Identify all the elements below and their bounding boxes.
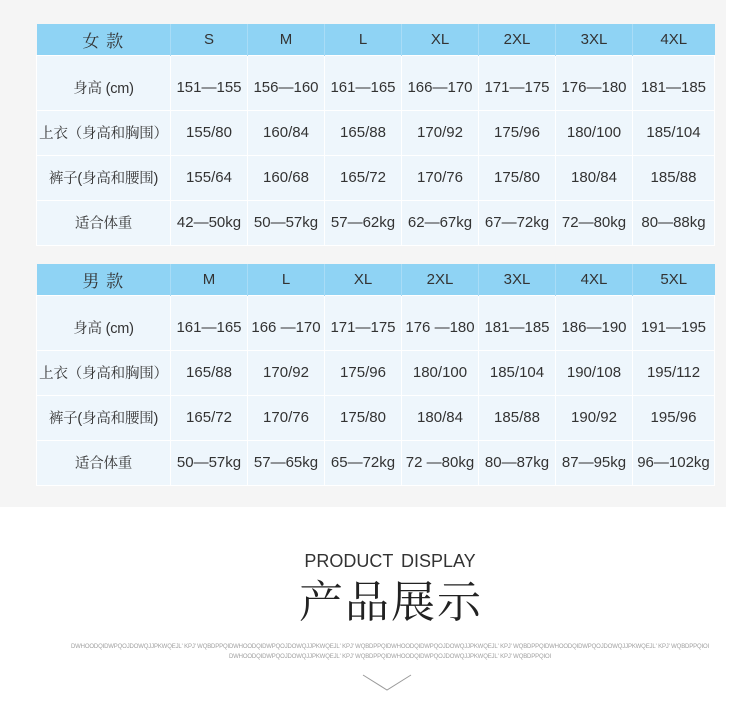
size-value-cell: 155/64 xyxy=(171,155,248,200)
size-value-cell: 151—155 xyxy=(171,55,248,110)
size-value-cell: 65—72kg xyxy=(325,440,402,485)
table-row xyxy=(37,200,715,245)
size-value-cell: 50—57kg xyxy=(171,440,248,485)
row-label: 上衣（身高和胸围） xyxy=(37,350,171,395)
size-value-cell: 175/96 xyxy=(479,110,556,155)
women-size-table xyxy=(36,24,715,246)
size-value-cell: 170/76 xyxy=(402,155,479,200)
size-label: 3XL xyxy=(556,24,633,55)
size-label: L xyxy=(325,24,402,55)
size-label: L xyxy=(248,264,325,295)
size-value-cell: 57—65kg xyxy=(248,440,325,485)
size-value-cell: 175/80 xyxy=(325,395,402,440)
size-value-cell: 195/112 xyxy=(633,350,715,395)
size-value-cell: 165/88 xyxy=(325,110,402,155)
size-value-cell: 155/80 xyxy=(171,110,248,155)
table-row xyxy=(37,395,715,440)
size-value-cell: 186—190 xyxy=(556,295,633,350)
size-value-cell: 180/84 xyxy=(402,395,479,440)
size-value-cell: 80—88kg xyxy=(633,200,715,245)
size-value-cell: 191—195 xyxy=(633,295,715,350)
size-value-cell: 62—67kg xyxy=(402,200,479,245)
row-label: 适合体重 xyxy=(37,200,171,245)
size-value-cell: 180/100 xyxy=(402,350,479,395)
size-label: 5XL xyxy=(633,264,715,295)
size-label: S xyxy=(171,24,248,55)
size-value-cell: 80—87kg xyxy=(479,440,556,485)
table-row xyxy=(37,350,715,395)
size-label: 2XL xyxy=(402,264,479,295)
size-value-cell: 190/108 xyxy=(556,350,633,395)
size-value-cell: 181—185 xyxy=(479,295,556,350)
size-value-cell: 171—175 xyxy=(479,55,556,110)
size-label: XL xyxy=(325,264,402,295)
size-value-cell: 161—165 xyxy=(171,295,248,350)
size-header-row xyxy=(37,24,715,55)
size-value-cell: 156—160 xyxy=(248,55,325,110)
size-label: XL xyxy=(402,24,479,55)
size-value-cell: 67—72kg xyxy=(479,200,556,245)
row-label: 裤子(身高和腰围) xyxy=(37,395,171,440)
size-value-cell: 72—80kg xyxy=(556,200,633,245)
size-value-cell: 175/80 xyxy=(479,155,556,200)
category-title: 女 款 xyxy=(37,24,171,55)
size-value-cell: 50—57kg xyxy=(248,200,325,245)
size-value-cell: 190/92 xyxy=(556,395,633,440)
size-label: 4XL xyxy=(556,264,633,295)
men-size-table xyxy=(36,264,715,486)
size-value-cell: 181—185 xyxy=(633,55,715,110)
size-value-cell: 72 —80kg xyxy=(402,440,479,485)
table-row xyxy=(37,155,715,200)
section-chinese-title: 产品展示 xyxy=(299,578,483,627)
size-value-cell: 57—62kg xyxy=(325,200,402,245)
size-value-cell: 160/68 xyxy=(248,155,325,200)
size-value-cell: 166—170 xyxy=(402,55,479,110)
size-label: 4XL xyxy=(633,24,715,55)
row-label: 适合体重 xyxy=(37,440,171,485)
size-value-cell: 170/76 xyxy=(248,395,325,440)
size-value-cell: 165/88 xyxy=(171,350,248,395)
size-label: M xyxy=(248,24,325,55)
table-row xyxy=(37,440,715,485)
section-english-title: PRODUCT DISPLAY xyxy=(304,551,476,571)
size-value-cell: 195/96 xyxy=(633,395,715,440)
table-row xyxy=(37,295,715,350)
size-value-cell: 176 —180 xyxy=(402,295,479,350)
size-value-cell: 170/92 xyxy=(248,350,325,395)
size-value-cell: 185/104 xyxy=(479,350,556,395)
size-value-cell: 87—95kg xyxy=(556,440,633,485)
table-row xyxy=(37,110,715,155)
decorative-text-line: DWHOODQIDWPQOJDOWQJJPKWQEJL' KPJ' WQBDPPQIDWHOODQIDWPQOJDOWQJJPKWQEJL' KPJ' WQBDPPQIOI xyxy=(228,654,552,660)
size-value-cell: 185/88 xyxy=(479,395,556,440)
size-value-cell: 165/72 xyxy=(325,155,402,200)
size-value-cell: 180/84 xyxy=(556,155,633,200)
size-value-cell: 165/72 xyxy=(171,395,248,440)
category-title: 男 款 xyxy=(37,264,171,295)
chevron-down-icon xyxy=(362,674,412,692)
size-value-cell: 175/96 xyxy=(325,350,402,395)
size-value-cell: 161—165 xyxy=(325,55,402,110)
row-label: 上衣（身高和胸围） xyxy=(37,110,171,155)
size-label: 3XL xyxy=(479,264,556,295)
size-value-cell: 42—50kg xyxy=(171,200,248,245)
size-value-cell: 176—180 xyxy=(556,55,633,110)
row-label: 身高 (cm) xyxy=(37,295,171,350)
size-header-row xyxy=(37,264,715,295)
size-value-cell: 185/104 xyxy=(633,110,715,155)
size-value-cell: 185/88 xyxy=(633,155,715,200)
size-value-cell: 180/100 xyxy=(556,110,633,155)
size-label: M xyxy=(171,264,248,295)
table-row xyxy=(37,55,715,110)
size-value-cell: 160/84 xyxy=(248,110,325,155)
size-value-cell: 170/92 xyxy=(402,110,479,155)
size-value-cell: 96—102kg xyxy=(633,440,715,485)
size-value-cell: 171—175 xyxy=(325,295,402,350)
size-label: 2XL xyxy=(479,24,556,55)
decorative-text-line: DWHOODQIDWPQOJDOWQJJPKWQEJL' KPJ' WQBDPPQIDWHOODQIDWPQOJDOWQJJPKWQEJL' KPJ' WQBDPPQIDWHOODQIDWPQOJDOWQJJPKWQEJL' KPJ' WQBDPPQIDWHOODQIDWPQOJDOWQJJPKWQEJL' KPJ' WQBDPPQIOI xyxy=(70,644,710,650)
row-label: 身高 (cm) xyxy=(37,55,171,110)
size-value-cell: 166 —170 xyxy=(248,295,325,350)
row-label: 裤子(身高和腰围) xyxy=(37,155,171,200)
